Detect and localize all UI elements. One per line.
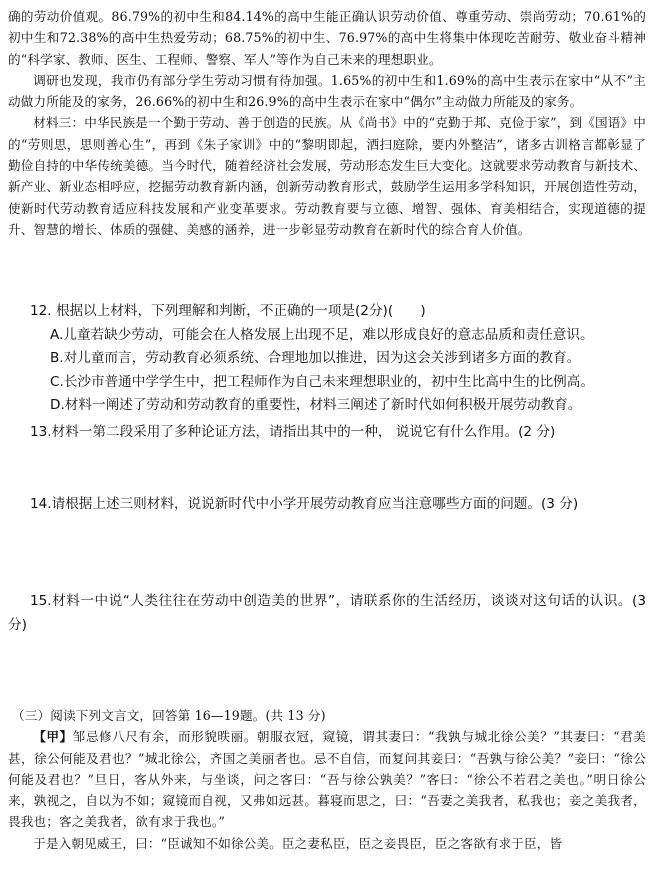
section-three	[8, 705, 646, 854]
material-three-label: 材料三：	[33, 115, 85, 131]
question-13	[8, 421, 646, 445]
question-12-option-a: A.儿童若缺少劳动，可能会在人格发展上出现不足，难以形成良好的意志品质和责任意识。	[50, 326, 594, 343]
question-12-stem: 12. 根据以上材料，下列理解和判断，不正确的一项是(2分)( )	[30, 303, 426, 319]
material-three-text: 中华民族是一个勤于劳动、善于创造的民族。从《尚书》中的“克勤于邦、克俭于家”，到《国语》中的“劳则思，思则善心生”，再到《朱子家训》中的“黎明即起，洒扫庭除，要内外整洁”，诸多古训格言都彰显了勤俭自持的中华传统美德。当今时代，随着经济社会发展，劳动形态发生巨大变化。这就要求劳动教育与新技术、新产业、新业态相呼应，挖掘劳动教育新内涵，创新劳动教育形式，鼓励学生运用多学科知识，开展创造性劳动，使新时代劳动教育适应科技发展和产业变革要求。劳动教育要与立德、增智、强体、育美相结合，实现道德的提升、智慧的增长、体质的强健、美感的涵养，进一步彰显劳动教育在新时代的综合育人价值。	[8, 115, 646, 237]
question-15-text: 15.材料一中说“人类往往在劳动中创造美的世界”，请联系你的生活经历，谈谈对这句话的认识。(3 分)	[8, 593, 646, 633]
question-12-option-c: C.长沙市普通中学学生中，把工程师作为自己未来理想职业的，初中生比高中生的比例高。	[50, 373, 594, 390]
passage-material	[8, 6, 646, 240]
question-15	[8, 590, 646, 637]
passage-jia-last-line: 于是入朝见威王，曰：“臣诚知不如徐公美。臣之妻私臣，臣之妾畏臣，臣之客欲有求于臣，皆	[33, 835, 563, 851]
passage-jia-text: 邹忌修八尺有余，而形貌昳丽。朝服衣冠，窥镜，谓其妻曰：“我孰与城北徐公美？”其妻曰：“君美甚，徐公何能及君也？”城北徐公，齐国之美丽者也。忌不自信，而复问其妾曰：“吾孰与徐公美？”妾曰：“徐公何能及君也？”旦日，客从外来，与坐谈，问之客曰：“吾与徐公孰美？”客曰：“徐公不若君之美也。”明日徐公来，孰视之，自以为不如；窥镜而自视，又弗如远甚。暮寝而思之，曰：“吾妻之美我者，私我也；妾之美我者，畏我也；客之美我者，欲有求于我也。”	[8, 729, 646, 830]
question-14-text: 14.请根据上述三则材料，说说新时代中小学开展劳动教育应当注意哪些方面的问题。(3 分)	[30, 496, 579, 512]
question-12-option-b: B.对儿童而言，劳动教育必须系统、合理地加以推进，因为这会关涉到诸多方面的教育。	[50, 350, 581, 366]
question-13-text: 13.材料一第二段采用了多种论证方法，请指出其中的一种， 说说它有什么作用。(2 分)	[30, 424, 556, 440]
question-12	[8, 300, 646, 418]
question-14	[8, 493, 646, 517]
passage-jia-label: 【甲】	[33, 729, 73, 745]
material-three-paragraph	[8, 112, 646, 240]
material-two-paragraph-1: 确的劳动价值观。86.79%的初中生和84.14%的高中生能正确认识劳动价值、尊重劳动、崇尚劳动；70.61%的初中生和72.38%的高中生热爱劳动；68.75%的初中生、76.97%的高中生将集中体现吃苦耐劳、敬业奋斗精神的“科学家、教师、医生、工程师、警察、军人”等作为自己未来的理想职业。	[8, 9, 646, 67]
section-three-heading: （三）阅读下列文言文，回答第 16—19题。(共 13 分)	[12, 708, 326, 723]
question-12-option-d: D.材料一阐述了劳动和劳动教育的重要性，材料三阐述了新时代如何积极开展劳动教育。	[50, 397, 582, 413]
passage-jia-paragraph	[8, 726, 646, 832]
material-two-paragraph-2: 调研也发现，我市仍有部分学生劳动习惯有待加强。1.65%的初中生和1.69%的高中生表示在家中“从不”主动做力所能及的家务，26.66%的初中生和26.9%的高中生表示在家中“偶尔”主动做力所能及的家务。	[8, 72, 646, 110]
